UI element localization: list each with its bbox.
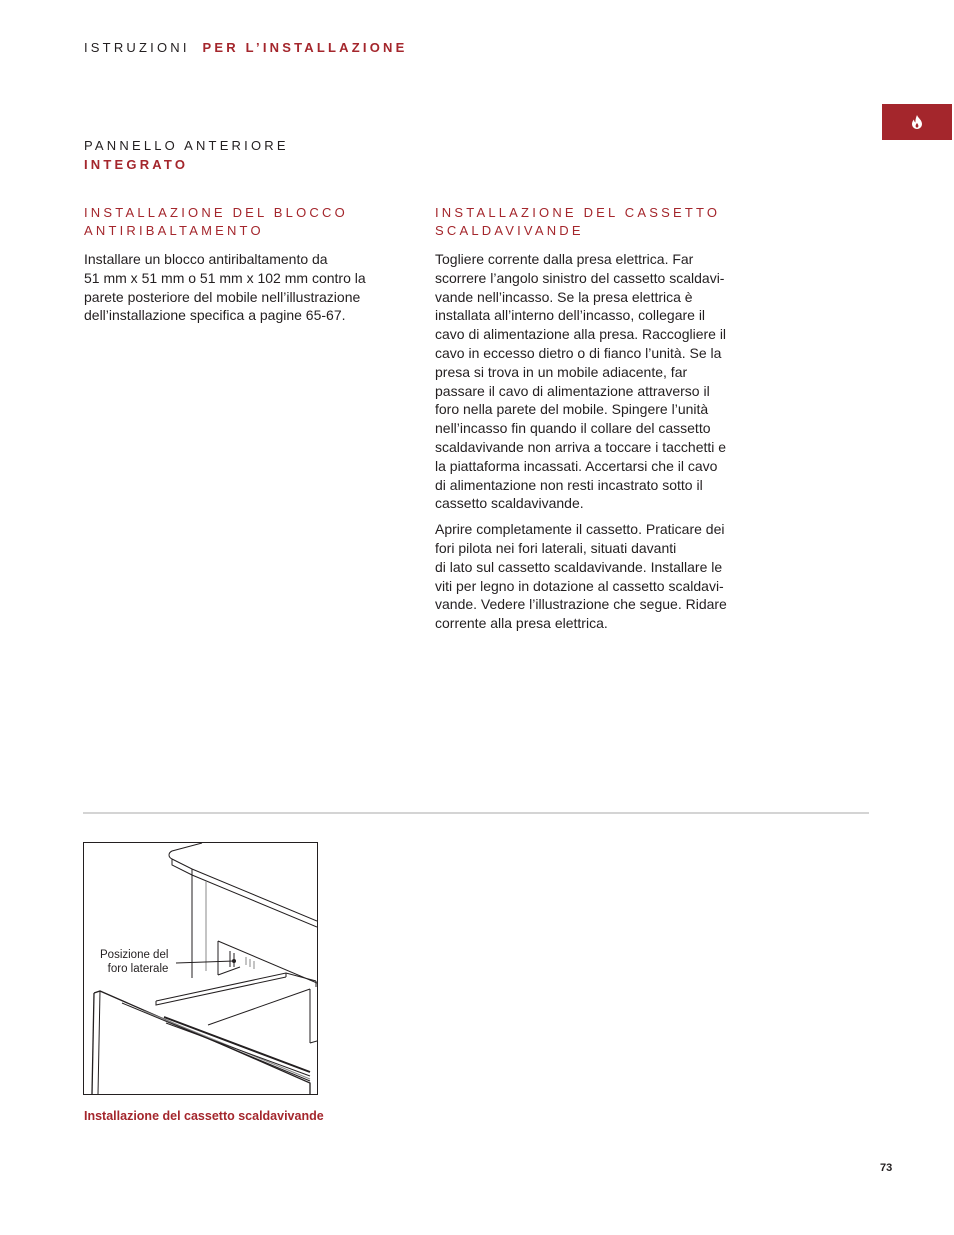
text-line: dell’installazione specifica a pagine 65-67.: [84, 307, 346, 324]
left-subhead: [84, 204, 404, 240]
text-line: scorrere l’angolo sinistro del cassetto scaldavi-: [435, 269, 725, 286]
header-prefix: ISTRUZIONI: [84, 40, 190, 55]
right-subhead-line: SCALDAVIVANDE: [435, 223, 584, 238]
text-line: foro nella parete del mobile. Spingere l’unità: [435, 401, 709, 418]
section-title-text: PANNELLO ANTERIORE: [84, 138, 289, 153]
text-line: nell’incasso fin quando il collare del cassetto: [435, 420, 711, 437]
right-subhead: [435, 204, 755, 240]
right-column: [435, 204, 755, 640]
left-subhead-line: INSTALLAZIONE DEL BLOCCO: [84, 205, 348, 220]
text-line: Aprire completamente il cassetto. Praticare dei: [435, 521, 725, 538]
right-paragraph-1: [435, 250, 755, 513]
text-line: corrente alla presa elettrica.: [435, 615, 608, 632]
right-paragraph-2: [435, 520, 755, 633]
section-title-accent: INTEGRATO: [84, 157, 189, 172]
text-line: 51 mm x 51 mm o 51 mm x 102 mm contro la: [84, 269, 366, 286]
right-subhead-line: INSTALLAZIONE DEL CASSETTO: [435, 205, 721, 220]
text-line: viti per legno in dotazione al cassetto scaldavi-: [435, 577, 724, 594]
text-line: di alimentazione non resti incastrato sotto il: [435, 476, 703, 493]
figure-caption: Installazione del cassetto scaldavivande: [84, 1109, 324, 1123]
text-line: cavo in eccesso dietro o di fianco l’unità. Se la: [435, 344, 722, 361]
figure-label-line: foro laterale: [107, 963, 169, 975]
text-line: cassetto scaldavivande.: [435, 495, 584, 512]
text-line: parete posteriore del mobile nell’illustrazione: [84, 288, 361, 305]
left-column: [84, 204, 404, 332]
divider: [83, 812, 869, 814]
running-header: [84, 40, 408, 55]
text-line: di lato sul cassetto scaldavivande. Installare le: [435, 558, 723, 575]
section-title: [84, 136, 289, 174]
section-tab: [882, 104, 952, 140]
text-line: Togliere corrente dalla presa elettrica. Far: [435, 251, 694, 267]
text-line: presa si trova in un mobile adiacente, far: [435, 363, 688, 380]
header-accent: PER L’INSTALLAZIONE: [202, 40, 408, 55]
left-paragraph: [84, 250, 404, 325]
text-line: cavo di alimentazione alla presa. Raccogliere il: [435, 326, 727, 343]
flame-icon: [911, 115, 923, 129]
text-line: fori pilota nei fori laterali, situati davanti: [435, 539, 677, 556]
text-line: vande. Vedere l’illustrazione che segue. Ridare: [435, 596, 727, 613]
text-line: installata all’interno dell’incasso, collegare il: [435, 307, 706, 324]
text-line: vande nell’incasso. Se la presa elettrica è: [435, 288, 693, 305]
left-subhead-line: ANTIRIBALTAMENTO: [84, 223, 264, 238]
figure-label-line: Posizione del: [100, 949, 169, 961]
figure-label: [100, 948, 168, 976]
page-number: 73: [880, 1162, 893, 1174]
installation-figure: [83, 842, 318, 1095]
text-line: Installare un blocco antiribaltamento da: [84, 251, 328, 267]
text-line: scaldavivande non arriva a toccare i tacchetti e: [435, 438, 727, 455]
text-line: la piattaforma incassati. Accertarsi che il cavo: [435, 457, 718, 474]
text-line: passare il cavo di alimentazione attraverso il: [435, 382, 710, 399]
